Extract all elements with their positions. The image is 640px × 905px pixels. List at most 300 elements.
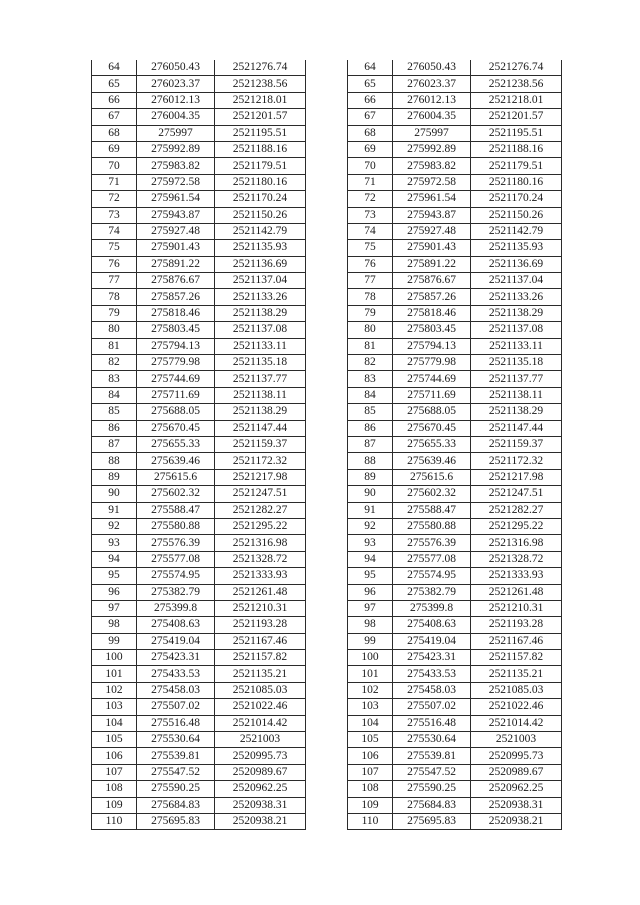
- point-number-cell: 69: [348, 141, 393, 157]
- point-number-cell: 75: [348, 240, 393, 256]
- point-number-cell: 76: [348, 256, 393, 272]
- point-number-cell: 109: [348, 797, 393, 813]
- point-number-cell: 80: [348, 322, 393, 338]
- table-row: [348, 305, 562, 321]
- point-number-cell: 86: [92, 420, 137, 436]
- x-coordinate-cell: 275408.63: [393, 617, 471, 633]
- y-coordinate-cell: 2521150.26: [215, 207, 306, 223]
- point-number-cell: 102: [348, 682, 393, 698]
- point-number-cell: 85: [348, 404, 393, 420]
- table-row: [348, 371, 562, 387]
- point-number-cell: 67: [92, 109, 137, 125]
- table-row: [92, 732, 306, 748]
- x-coordinate-cell: 276023.37: [137, 76, 215, 92]
- x-coordinate-cell: 275961.54: [393, 191, 471, 207]
- point-number-cell: 87: [348, 436, 393, 452]
- x-coordinate-cell: 275655.33: [393, 436, 471, 452]
- y-coordinate-cell: 2521333.93: [215, 568, 306, 584]
- x-coordinate-cell: 275516.48: [137, 715, 215, 731]
- table-row: [92, 158, 306, 174]
- table-row: [348, 338, 562, 354]
- y-coordinate-cell: 2521193.28: [471, 617, 562, 633]
- table-row: [92, 453, 306, 469]
- y-coordinate-cell: 2521142.79: [471, 223, 562, 239]
- x-coordinate-cell: 275547.52: [137, 764, 215, 780]
- x-coordinate-cell: 275803.45: [393, 322, 471, 338]
- table-row: [92, 273, 306, 289]
- point-number-cell: 97: [348, 600, 393, 616]
- point-number-cell: 106: [92, 748, 137, 764]
- x-coordinate-cell: 275972.58: [393, 174, 471, 190]
- table-row: [348, 535, 562, 551]
- point-number-cell: 97: [92, 600, 137, 616]
- x-coordinate-cell: 275580.88: [137, 518, 215, 534]
- table-row: [348, 584, 562, 600]
- y-coordinate-cell: 2521218.01: [215, 92, 306, 108]
- x-coordinate-cell: 275779.98: [137, 355, 215, 371]
- point-number-cell: 81: [92, 338, 137, 354]
- y-coordinate-cell: 2520989.67: [215, 764, 306, 780]
- point-number-cell: 66: [348, 92, 393, 108]
- point-number-cell: 104: [348, 715, 393, 731]
- x-coordinate-cell: 275876.67: [137, 273, 215, 289]
- x-coordinate-cell: 275803.45: [137, 322, 215, 338]
- table-row: [348, 404, 562, 420]
- y-coordinate-cell: 2521261.48: [215, 584, 306, 600]
- x-coordinate-cell: 275997: [393, 125, 471, 141]
- point-number-cell: 73: [348, 207, 393, 223]
- table-row: [92, 174, 306, 190]
- point-number-cell: 107: [348, 764, 393, 780]
- table-row: [348, 240, 562, 256]
- x-coordinate-cell: 275577.08: [137, 551, 215, 567]
- table-row: [92, 355, 306, 371]
- x-coordinate-cell: 275574.95: [393, 568, 471, 584]
- point-number-cell: 81: [348, 338, 393, 354]
- point-number-cell: 104: [92, 715, 137, 731]
- point-number-cell: 99: [92, 633, 137, 649]
- coordinate-table-right: [347, 60, 562, 830]
- x-coordinate-cell: 275818.46: [137, 305, 215, 321]
- y-coordinate-cell: 2521188.16: [471, 141, 562, 157]
- point-number-cell: 98: [348, 617, 393, 633]
- x-coordinate-cell: 275576.39: [393, 535, 471, 551]
- point-number-cell: 79: [348, 305, 393, 321]
- table-row: [348, 682, 562, 698]
- table-row: [348, 502, 562, 518]
- coordinate-table-right-body: [348, 60, 562, 830]
- x-coordinate-cell: 275857.26: [137, 289, 215, 305]
- x-coordinate-cell: 275684.83: [393, 797, 471, 813]
- y-coordinate-cell: 2521138.11: [471, 387, 562, 403]
- table-row: [348, 781, 562, 797]
- point-number-cell: 103: [348, 699, 393, 715]
- table-row: [92, 191, 306, 207]
- table-row: [92, 371, 306, 387]
- table-row: [348, 666, 562, 682]
- x-coordinate-cell: 275590.25: [393, 781, 471, 797]
- y-coordinate-cell: 2521135.93: [215, 240, 306, 256]
- y-coordinate-cell: 2521316.98: [471, 535, 562, 551]
- x-coordinate-cell: 276004.35: [393, 109, 471, 125]
- x-coordinate-cell: 275458.03: [137, 682, 215, 698]
- y-coordinate-cell: 2521295.22: [471, 518, 562, 534]
- y-coordinate-cell: 2520938.31: [471, 797, 562, 813]
- point-number-cell: 108: [92, 781, 137, 797]
- x-coordinate-cell: 276050.43: [393, 60, 471, 76]
- y-coordinate-cell: 2521135.93: [471, 240, 562, 256]
- x-coordinate-cell: 275992.89: [393, 141, 471, 157]
- point-number-cell: 91: [92, 502, 137, 518]
- y-coordinate-cell: 2521210.31: [471, 600, 562, 616]
- table-row: [92, 387, 306, 403]
- point-number-cell: 77: [348, 273, 393, 289]
- table-row: [92, 305, 306, 321]
- x-coordinate-cell: 275382.79: [393, 584, 471, 600]
- y-coordinate-cell: 2521135.18: [215, 355, 306, 371]
- table-row: [92, 518, 306, 534]
- table-row: [348, 813, 562, 829]
- y-coordinate-cell: 2521201.57: [471, 109, 562, 125]
- y-coordinate-cell: 2521333.93: [471, 568, 562, 584]
- point-number-cell: 74: [348, 223, 393, 239]
- table-row: [348, 273, 562, 289]
- x-coordinate-cell: 275779.98: [393, 355, 471, 371]
- table-row: [348, 551, 562, 567]
- table-row: [348, 387, 562, 403]
- y-coordinate-cell: 2521137.77: [471, 371, 562, 387]
- y-coordinate-cell: 2521147.44: [471, 420, 562, 436]
- table-row: [92, 486, 306, 502]
- x-coordinate-cell: 275983.82: [137, 158, 215, 174]
- table-row: [92, 748, 306, 764]
- table-row: [348, 125, 562, 141]
- point-number-cell: 72: [92, 191, 137, 207]
- y-coordinate-cell: 2521022.46: [471, 699, 562, 715]
- y-coordinate-cell: 2521138.29: [471, 305, 562, 321]
- y-coordinate-cell: 2521138.29: [471, 404, 562, 420]
- x-coordinate-cell: 275695.83: [137, 813, 215, 829]
- y-coordinate-cell: 2521138.29: [215, 305, 306, 321]
- table-row: [348, 256, 562, 272]
- y-coordinate-cell: 2520962.25: [471, 781, 562, 797]
- point-number-cell: 78: [92, 289, 137, 305]
- x-coordinate-cell: 275507.02: [137, 699, 215, 715]
- table-row: [92, 256, 306, 272]
- table-row: [92, 584, 306, 600]
- y-coordinate-cell: 2521217.98: [471, 469, 562, 485]
- table-row: [92, 715, 306, 731]
- y-coordinate-cell: 2521210.31: [215, 600, 306, 616]
- point-number-cell: 106: [348, 748, 393, 764]
- table-row: [92, 141, 306, 157]
- table-row: [348, 650, 562, 666]
- point-number-cell: 109: [92, 797, 137, 813]
- y-coordinate-cell: 2521133.11: [215, 338, 306, 354]
- point-number-cell: 70: [348, 158, 393, 174]
- table-row: [348, 223, 562, 239]
- x-coordinate-cell: 275588.47: [137, 502, 215, 518]
- y-coordinate-cell: 2521159.37: [471, 436, 562, 452]
- y-coordinate-cell: 2521133.26: [215, 289, 306, 305]
- x-coordinate-cell: 275711.69: [393, 387, 471, 403]
- x-coordinate-cell: 275458.03: [393, 682, 471, 698]
- y-coordinate-cell: 2521195.51: [471, 125, 562, 141]
- point-number-cell: 70: [92, 158, 137, 174]
- x-coordinate-cell: 275983.82: [393, 158, 471, 174]
- x-coordinate-cell: 275711.69: [137, 387, 215, 403]
- table-row: [348, 436, 562, 452]
- table-row: [348, 518, 562, 534]
- y-coordinate-cell: 2521137.08: [215, 322, 306, 338]
- y-coordinate-cell: 2521316.98: [215, 535, 306, 551]
- x-coordinate-cell: 275539.81: [393, 748, 471, 764]
- x-coordinate-cell: 275639.46: [137, 453, 215, 469]
- y-coordinate-cell: 2520938.21: [471, 813, 562, 829]
- point-number-cell: 102: [92, 682, 137, 698]
- x-coordinate-cell: 275695.83: [393, 813, 471, 829]
- table-row: [348, 76, 562, 92]
- table-row: [348, 92, 562, 108]
- x-coordinate-cell: 275891.22: [137, 256, 215, 272]
- x-coordinate-cell: 275590.25: [137, 781, 215, 797]
- table-row: [92, 60, 306, 76]
- x-coordinate-cell: 275901.43: [393, 240, 471, 256]
- table-row: [92, 420, 306, 436]
- x-coordinate-cell: 276004.35: [137, 109, 215, 125]
- x-coordinate-cell: 275794.13: [393, 338, 471, 354]
- point-number-cell: 95: [92, 568, 137, 584]
- table-row: [92, 617, 306, 633]
- y-coordinate-cell: 2521276.74: [215, 60, 306, 76]
- table-row: [92, 650, 306, 666]
- x-coordinate-cell: 275992.89: [137, 141, 215, 157]
- y-coordinate-cell: 2520962.25: [215, 781, 306, 797]
- point-number-cell: 92: [92, 518, 137, 534]
- table-row: [92, 223, 306, 239]
- x-coordinate-cell: 275574.95: [137, 568, 215, 584]
- x-coordinate-cell: 275943.87: [393, 207, 471, 223]
- x-coordinate-cell: 275577.08: [393, 551, 471, 567]
- point-number-cell: 89: [92, 469, 137, 485]
- table-row: [92, 682, 306, 698]
- y-coordinate-cell: 2521180.16: [471, 174, 562, 190]
- point-number-cell: 101: [92, 666, 137, 682]
- y-coordinate-cell: 2521135.21: [215, 666, 306, 682]
- x-coordinate-cell: 275547.52: [393, 764, 471, 780]
- y-coordinate-cell: 2521133.26: [471, 289, 562, 305]
- y-coordinate-cell: 2521003: [471, 732, 562, 748]
- x-coordinate-cell: 275419.04: [137, 633, 215, 649]
- point-number-cell: 86: [348, 420, 393, 436]
- x-coordinate-cell: 275408.63: [137, 617, 215, 633]
- table-row: [348, 60, 562, 76]
- table-row: [92, 502, 306, 518]
- y-coordinate-cell: 2521180.16: [215, 174, 306, 190]
- y-coordinate-cell: 2521167.46: [215, 633, 306, 649]
- y-coordinate-cell: 2521328.72: [215, 551, 306, 567]
- x-coordinate-cell: 275576.39: [137, 535, 215, 551]
- y-coordinate-cell: 2521195.51: [215, 125, 306, 141]
- point-number-cell: 110: [348, 813, 393, 829]
- y-coordinate-cell: 2521238.56: [215, 76, 306, 92]
- y-coordinate-cell: 2521179.51: [471, 158, 562, 174]
- point-number-cell: 88: [348, 453, 393, 469]
- x-coordinate-cell: 275615.6: [137, 469, 215, 485]
- y-coordinate-cell: 2521282.27: [471, 502, 562, 518]
- y-coordinate-cell: 2521276.74: [471, 60, 562, 76]
- point-number-cell: 90: [348, 486, 393, 502]
- y-coordinate-cell: 2521167.46: [471, 633, 562, 649]
- x-coordinate-cell: 276023.37: [393, 76, 471, 92]
- y-coordinate-cell: 2521218.01: [471, 92, 562, 108]
- table-row: [348, 109, 562, 125]
- y-coordinate-cell: 2521085.03: [471, 682, 562, 698]
- x-coordinate-cell: 276012.13: [393, 92, 471, 108]
- y-coordinate-cell: 2521247.51: [215, 486, 306, 502]
- point-number-cell: 94: [348, 551, 393, 567]
- table-row: [92, 240, 306, 256]
- point-number-cell: 96: [348, 584, 393, 600]
- x-coordinate-cell: 275507.02: [393, 699, 471, 715]
- y-coordinate-cell: 2521136.69: [215, 256, 306, 272]
- x-coordinate-cell: 275943.87: [137, 207, 215, 223]
- table-row: [348, 453, 562, 469]
- y-coordinate-cell: 2521014.42: [471, 715, 562, 731]
- x-coordinate-cell: 275602.32: [137, 486, 215, 502]
- x-coordinate-cell: 275688.05: [393, 404, 471, 420]
- y-coordinate-cell: 2520995.73: [215, 748, 306, 764]
- table-row: [92, 568, 306, 584]
- table-row: [92, 92, 306, 108]
- point-number-cell: 94: [92, 551, 137, 567]
- table-row: [92, 633, 306, 649]
- y-coordinate-cell: 2521261.48: [471, 584, 562, 600]
- y-coordinate-cell: 2521201.57: [215, 109, 306, 125]
- table-row: [348, 600, 562, 616]
- table-row: [92, 469, 306, 485]
- point-number-cell: 100: [92, 650, 137, 666]
- point-number-cell: 78: [348, 289, 393, 305]
- x-coordinate-cell: 275961.54: [137, 191, 215, 207]
- x-coordinate-cell: 275670.45: [393, 420, 471, 436]
- y-coordinate-cell: 2521137.77: [215, 371, 306, 387]
- point-number-cell: 67: [348, 109, 393, 125]
- x-coordinate-cell: 275891.22: [393, 256, 471, 272]
- y-coordinate-cell: 2521003: [215, 732, 306, 748]
- y-coordinate-cell: 2521135.21: [471, 666, 562, 682]
- x-coordinate-cell: 275382.79: [137, 584, 215, 600]
- table-row: [348, 732, 562, 748]
- point-number-cell: 103: [92, 699, 137, 715]
- table-row: [348, 699, 562, 715]
- x-coordinate-cell: 275794.13: [137, 338, 215, 354]
- point-number-cell: 84: [92, 387, 137, 403]
- table-row: [92, 813, 306, 829]
- coordinate-table-left: [91, 60, 306, 830]
- point-number-cell: 69: [92, 141, 137, 157]
- y-coordinate-cell: 2521133.11: [471, 338, 562, 354]
- point-number-cell: 98: [92, 617, 137, 633]
- x-coordinate-cell: 275419.04: [393, 633, 471, 649]
- table-row: [92, 76, 306, 92]
- y-coordinate-cell: 2521150.26: [471, 207, 562, 223]
- y-coordinate-cell: 2521138.11: [215, 387, 306, 403]
- x-coordinate-cell: 275670.45: [137, 420, 215, 436]
- table-row: [348, 633, 562, 649]
- point-number-cell: 91: [348, 502, 393, 518]
- x-coordinate-cell: 275399.8: [137, 600, 215, 616]
- y-coordinate-cell: 2521085.03: [215, 682, 306, 698]
- point-number-cell: 79: [92, 305, 137, 321]
- y-coordinate-cell: 2521172.32: [215, 453, 306, 469]
- point-number-cell: 99: [348, 633, 393, 649]
- point-number-cell: 85: [92, 404, 137, 420]
- x-coordinate-cell: 275655.33: [137, 436, 215, 452]
- x-coordinate-cell: 275818.46: [393, 305, 471, 321]
- y-coordinate-cell: 2520995.73: [471, 748, 562, 764]
- x-coordinate-cell: 275433.53: [393, 666, 471, 682]
- y-coordinate-cell: 2520989.67: [471, 764, 562, 780]
- x-coordinate-cell: 275857.26: [393, 289, 471, 305]
- y-coordinate-cell: 2521135.18: [471, 355, 562, 371]
- table-row: [348, 469, 562, 485]
- table-row: [92, 338, 306, 354]
- point-number-cell: 72: [348, 191, 393, 207]
- table-row: [92, 551, 306, 567]
- x-coordinate-cell: 275972.58: [137, 174, 215, 190]
- table-row: [92, 404, 306, 420]
- x-coordinate-cell: 275399.8: [393, 600, 471, 616]
- x-coordinate-cell: 275688.05: [137, 404, 215, 420]
- point-number-cell: 90: [92, 486, 137, 502]
- point-number-cell: 108: [348, 781, 393, 797]
- x-coordinate-cell: 275433.53: [137, 666, 215, 682]
- y-coordinate-cell: 2521138.29: [215, 404, 306, 420]
- point-number-cell: 64: [348, 60, 393, 76]
- table-row: [92, 125, 306, 141]
- point-number-cell: 66: [92, 92, 137, 108]
- point-number-cell: 93: [348, 535, 393, 551]
- point-number-cell: 83: [348, 371, 393, 387]
- x-coordinate-cell: 275901.43: [137, 240, 215, 256]
- y-coordinate-cell: 2521157.82: [471, 650, 562, 666]
- point-number-cell: 82: [92, 355, 137, 371]
- table-row: [348, 764, 562, 780]
- x-coordinate-cell: 275927.48: [137, 223, 215, 239]
- point-number-cell: 83: [92, 371, 137, 387]
- table-row: [348, 748, 562, 764]
- x-coordinate-cell: 275602.32: [393, 486, 471, 502]
- point-number-cell: 92: [348, 518, 393, 534]
- point-number-cell: 68: [92, 125, 137, 141]
- table-row: [348, 191, 562, 207]
- point-number-cell: 93: [92, 535, 137, 551]
- x-coordinate-cell: 275588.47: [393, 502, 471, 518]
- x-coordinate-cell: 275639.46: [393, 453, 471, 469]
- point-number-cell: 105: [92, 732, 137, 748]
- coordinate-table-left-body: [92, 60, 306, 830]
- table-row: [348, 355, 562, 371]
- x-coordinate-cell: 275615.6: [393, 469, 471, 485]
- y-coordinate-cell: 2521159.37: [215, 436, 306, 452]
- table-row: [348, 322, 562, 338]
- table-row: [348, 174, 562, 190]
- table-row: [92, 781, 306, 797]
- y-coordinate-cell: 2521295.22: [215, 518, 306, 534]
- point-number-cell: 96: [92, 584, 137, 600]
- table-row: [92, 535, 306, 551]
